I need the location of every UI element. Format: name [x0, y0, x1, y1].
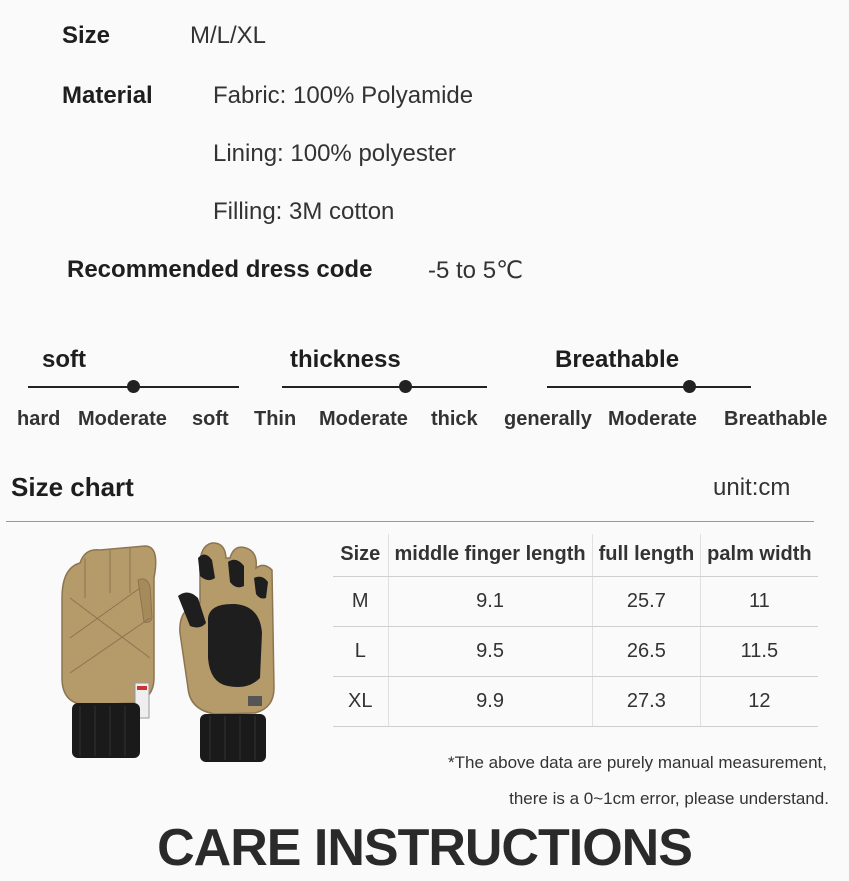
- table-cell: 11.5: [701, 626, 818, 676]
- scale-marker: [399, 380, 412, 393]
- column-header: palm width: [701, 534, 818, 576]
- table-cell: M: [333, 576, 388, 626]
- scale-label-mid: Moderate: [319, 408, 408, 430]
- scale-title: thickness: [290, 346, 401, 373]
- table-header-row: [333, 534, 818, 576]
- table-cell: 9.9: [388, 676, 592, 726]
- column-header: middle finger length: [388, 534, 592, 576]
- table-row: [333, 676, 818, 726]
- scale-label-high: Breathable: [724, 408, 828, 430]
- size-value: M/L/XL: [190, 22, 267, 49]
- material-lining: Lining: 100% polyester: [213, 140, 456, 167]
- glove-palm-icon: [178, 543, 274, 762]
- dress-code-value: -5 to 5℃: [428, 257, 523, 284]
- scale-label-high: soft: [192, 408, 229, 430]
- table-row: [333, 576, 818, 626]
- scale-label-low: generally: [504, 408, 592, 430]
- table-cell: 27.3: [592, 676, 701, 726]
- size-chart-title: Size chart: [11, 472, 134, 502]
- table-cell: 11: [701, 576, 818, 626]
- size-label: Size: [62, 22, 111, 49]
- scale-label-high: thick: [431, 408, 478, 430]
- table-cell: 25.7: [592, 576, 701, 626]
- measurement-note-line1: *The above data are purely manual measurement,: [448, 753, 827, 772]
- dress-code-label: Recommended dress code: [67, 256, 373, 283]
- scale-marker: [127, 380, 140, 393]
- scale-label-mid: Moderate: [608, 408, 697, 430]
- scale-label-low: hard: [17, 408, 61, 430]
- scale-marker: [683, 380, 696, 393]
- table-cell: 9.1: [388, 576, 592, 626]
- table-cell: XL: [333, 676, 388, 726]
- scale-track: [282, 386, 487, 388]
- material-filling: Filling: 3M cotton: [213, 198, 395, 225]
- material-label: Material: [62, 82, 153, 109]
- table-cell: 26.5: [592, 626, 701, 676]
- table-cell: 12: [701, 676, 818, 726]
- divider: [6, 521, 814, 522]
- column-header: full length: [592, 534, 701, 576]
- gloves-image: [50, 538, 280, 768]
- scale-label-low: Thin: [254, 408, 297, 430]
- measurement-note-line2: there is a 0~1cm error, please understand.: [509, 789, 829, 808]
- table-row: [333, 626, 818, 676]
- scale-title: soft: [42, 346, 86, 373]
- size-table: [333, 534, 818, 727]
- scale-track: [547, 386, 751, 388]
- column-header: Size: [333, 534, 388, 576]
- table-cell: L: [333, 626, 388, 676]
- glove-back-icon: [62, 546, 156, 758]
- material-fabric: Fabric: 100% Polyamide: [213, 82, 474, 109]
- table-cell: 9.5: [388, 626, 592, 676]
- scale-title: Breathable: [555, 346, 680, 373]
- care-instructions-title: CARE INSTRUCTIONS: [157, 819, 692, 877]
- size-chart-unit: unit:cm: [713, 474, 791, 501]
- scale-label-mid: Moderate: [78, 408, 167, 430]
